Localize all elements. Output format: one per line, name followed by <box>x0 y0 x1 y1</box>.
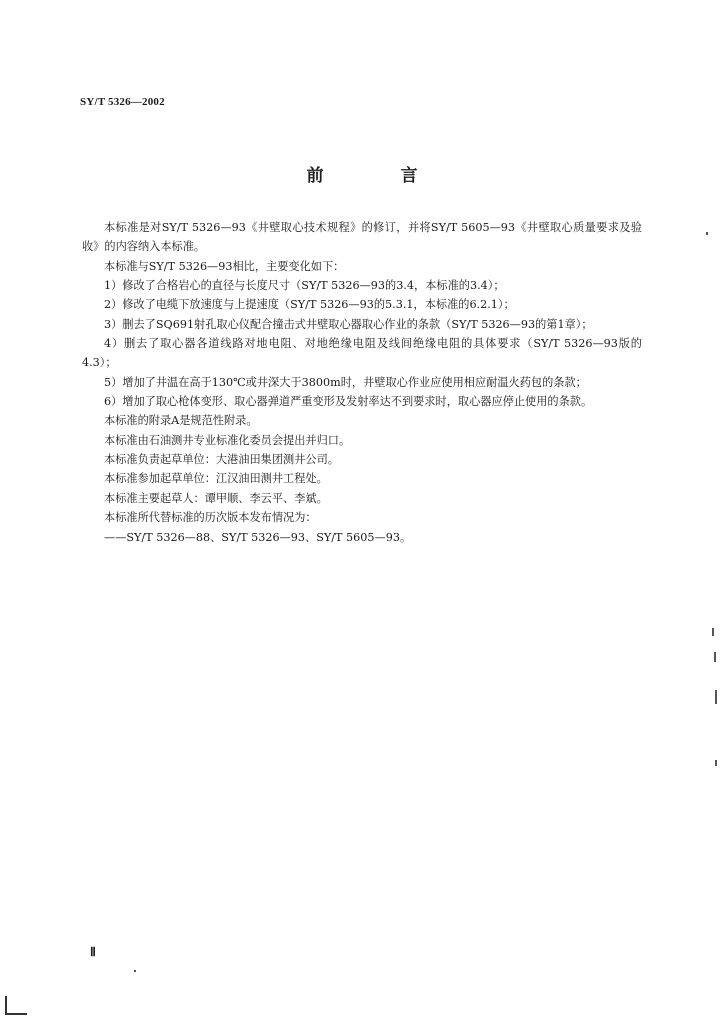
scan-speck <box>712 628 714 636</box>
list-item-change-4: 4）删去了取心器各道线路对地电阻、对地绝缘电阻及线间绝缘电阻的具体要求（SY/T 5326—93版的4.3）； <box>82 337 642 370</box>
corner-crop-mark <box>5 996 7 1014</box>
scan-speck <box>134 970 136 972</box>
list-item-change-2: 2）修改了电缆下放速度与上提速度（SY/T 5326—93的5.3.1，本标准的6.2.1）； <box>104 298 515 312</box>
paragraph-revision-note: 本标准是对SY/T 5326—93《井壁取心技术规程》的修订，并将SY/T 5605—93《井壁取心质量要求及验收》的内容纳入本标准。 <box>82 221 642 254</box>
paragraph-main-drafters: 本标准主要起草人：谭甲顺、李云平、李斌。 <box>104 491 328 505</box>
list-item-change-3: 3）删去了SQ691射孔取心仪配合撞击式井壁取心器取心作业的条款（SY/T 5326—93的第1章）； <box>104 317 593 331</box>
paragraph-history-intro: 本标准所代替标准的历次版本发布情况为： <box>104 511 317 525</box>
scan-speck <box>714 652 716 662</box>
corner-crop-mark-bottom <box>5 1013 27 1015</box>
paragraph-appendix: 本标准的附录A是规范性附录。 <box>104 414 258 428</box>
paragraph-participating-drafter: 本标准参加起草单位：江汉油田测井工程处。 <box>104 472 328 486</box>
standard-code-header: SY/T 5326—2002 <box>80 96 165 108</box>
paragraph-proposer: 本标准由石油测井专业标准化委员会提出并归口。 <box>104 433 351 447</box>
list-item-change-5: 5）增加了井温在高于130℃或井深大于3800m时，井壁取心作业应使用相应耐温火药包的条款； <box>104 375 587 389</box>
paragraph-changes-intro: 本标准与SY/T 5326—93相比，主要变化如下： <box>104 259 345 273</box>
scan-speck <box>715 690 717 704</box>
list-item-change-6: 6）增加了取心枪体变形、取心器弹道严重变形及发射率达不到要求时，取心器应停止使用的条款。 <box>104 395 593 409</box>
paragraph-lead-drafter: 本标准负责起草单位：大港油田集团测井公司。 <box>104 453 339 467</box>
paragraph-history-list: ——SY/T 5326—88、SY/T 5326—93、SY/T 5605—93。 <box>104 530 412 544</box>
preface-body <box>82 218 642 547</box>
page-title: 前 言 <box>306 166 448 186</box>
scan-speck <box>706 232 708 235</box>
list-item-change-1: 1）修改了合格岩心的直径与长度尺寸（SY/T 5326—93的3.4，本标准的3.4）； <box>104 279 505 293</box>
scan-speck <box>715 760 717 766</box>
page-number: Ⅱ <box>90 945 96 959</box>
